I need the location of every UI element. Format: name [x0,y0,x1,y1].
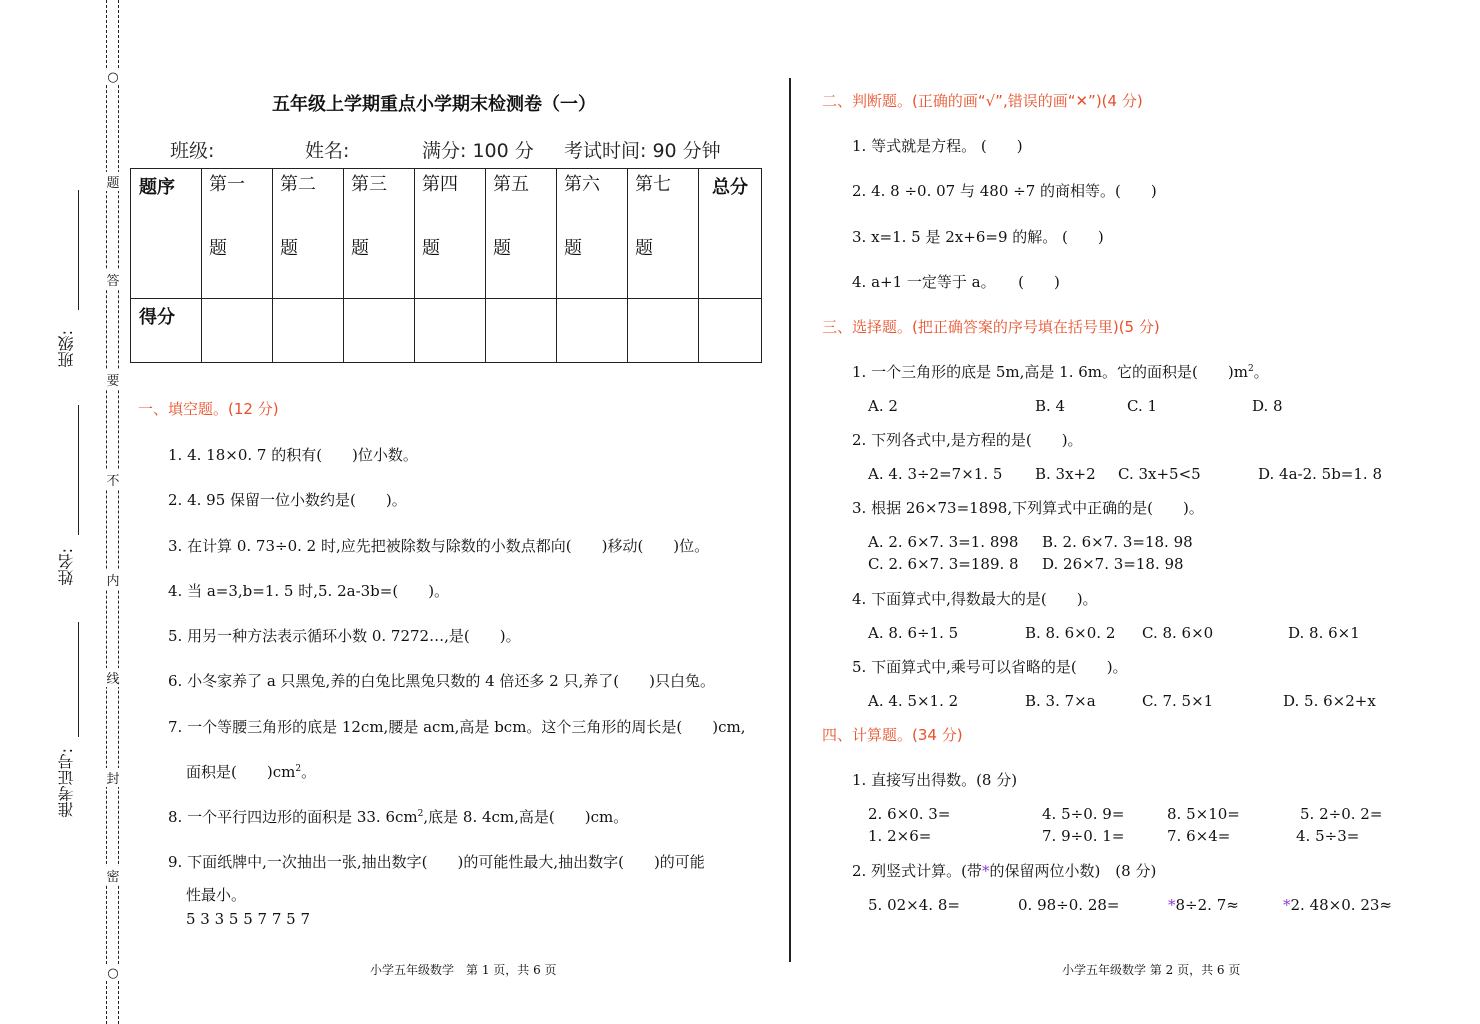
choice-5: 5. 下面算式中,乘号可以省略的是( )。 [852,658,1128,676]
choice-5-option: A. 4. 5×1. 2 [868,692,959,710]
info-name: 姓名: [305,140,350,162]
question-1-5: 5. 用另一种方法表示循环小数 0. 7272…,是( )。 [168,627,521,645]
question-1-9-cont: 性最小。 [186,886,247,904]
choice-5-option: C. 7. 5×1 [1142,692,1214,710]
score-cell[interactable] [273,299,344,363]
seal-char: 内 [104,570,122,589]
calc-2-item: *2. 48×0. 23≈ [1283,896,1392,914]
calc-1-item: 4. 5÷0. 9= [1042,805,1125,823]
question-1-8: 8. 一个平行四边形的面积是 33. $6cm^2$,底是 8. 4cm,高是( )cm。 [168,808,629,826]
exam-number-label: 准考证号: [57,748,76,818]
calc-1-item: 7. 6×4= [1167,827,1231,845]
info-class: 班级: [170,140,215,162]
question-1-3: 3. 在计算 0. 73÷0. 2 时,应先把被除数与除数的小数点都向( )移动( )位。 [168,537,710,555]
name-underline [78,405,79,535]
score-cell[interactable] [344,299,415,363]
choice-1-option: A. 2 [868,397,898,415]
section-choice: 三、选择题。(把正确答案的序号填在括号里)(5 分) [822,318,1160,336]
choice-1-option: D. 8 [1252,397,1283,415]
choice-3-option: B. 2. 6×7. 3=18. 98 [1042,533,1193,551]
calc-1-item: 7. 9÷0. 1= [1042,827,1125,845]
class-label: 班级: [57,330,76,368]
choice-4: 4. 下面算式中,得数最大的是( )。 [852,590,1098,608]
section-calculation: 四、计算题。(34 分) [822,726,963,744]
judge-3: 3. x=1. 5 是 2x+6=9 的解。 ( ) [852,228,1104,246]
score-cell[interactable] [202,299,273,363]
score-cell[interactable] [628,299,699,363]
seal-char: 答 [104,270,122,289]
calc-1: 1. 直接写出得数。(8 分) [852,771,1018,789]
choice-4-option: D. 8. 6×1 [1288,624,1360,642]
question-1-7-cont: 面积是( )$cm^2$。 [186,763,317,781]
calc-1-item: 8. 5×10= [1167,805,1240,823]
section-true-false: 二、判断题。(正确的画“√”,错误的画“✕”)(4 分) [822,92,1143,110]
score-table-score-header: 得分 [131,299,202,363]
seal-char: 封 [104,768,122,787]
score-table-col: 第五 题 [486,169,557,299]
star-icon: * [1283,896,1291,914]
seal-char: 题 [104,172,122,191]
page-1-footer: 小学五年级数学 第 1 页，共 6 页 [370,963,557,977]
choice-4-option: A. 8. 6÷1. 5 [868,624,959,642]
calc-2-item: 5. 02×4. 8= [868,896,960,914]
score-table-col: 第四 题 [415,169,486,299]
judge-2: 2. 4. 8 ÷0. 07 与 480 ÷7 的商相等。( ) [852,182,1157,200]
score-cell[interactable] [415,299,486,363]
page-2-footer: 小学五年级数学 第 2 页，共 6 页 [1062,963,1241,977]
info-full-score: 满分: 100 分 [422,140,534,162]
score-table-col: 第三 题 [344,169,415,299]
choice-4-option: C. 8. 6×0 [1142,624,1214,642]
question-1-4: 4. 当 a=3,b=1. 5 时,5. 2a-3b=( )。 [168,582,450,600]
calc-2-item: *8÷2. 7≈ [1168,896,1239,914]
seal-char: ○ [104,70,122,85]
seal-char: 密 [104,866,122,885]
seal-char: ○ [104,966,122,981]
score-cell[interactable] [486,299,557,363]
calc-2-item: 0. 98÷0. 28= [1018,896,1120,914]
info-exam-time: 考试时间: 90 分钟 [564,140,721,162]
judge-1: 1. 等式就是方程。 ( ) [852,137,1023,155]
score-table-total-header: 总分 [699,169,762,299]
star-icon: * [1168,896,1176,914]
choice-3: 3. 根据 26×73=1898,下列算式中正确的是( )。 [852,499,1204,517]
question-1-1: 1. 4. 18×0. 7 的积有( )位小数。 [168,446,418,464]
score-cell[interactable] [557,299,628,363]
choice-5-option: D. 5. 6×2+x [1283,692,1376,710]
page-divider [789,78,791,962]
choice-3-option: A. 2. 6×7. 3=1. 898 [868,533,1019,551]
choice-3-option: C. 2. 6×7. 3=189. 8 [868,555,1019,573]
page-title: 五年级上学期重点小学期末检测卷（一） [272,94,596,115]
calc-2: 2. 列竖式计算。(带*的保留两位小数) (8 分) [852,862,1157,880]
choice-2-option: B. 3x+2 [1035,465,1096,483]
judge-4: 4. a+1 一定等于 a。 ( ) [852,273,1060,291]
question-1-2: 2. 4. 95 保留一位小数约是( )。 [168,491,407,509]
class-underline [78,190,79,310]
seal-char: 不 [104,470,122,489]
seal-char: 要 [104,370,122,389]
question-1-9: 9. 下面纸牌中,一次抽出一张,抽出数字( )的可能性最大,抽出数字( )的可能 [168,853,705,871]
score-table [130,168,762,363]
question-1-7: 7. 一个等腰三角形的底是 12cm,腰是 acm,高是 bcm。这个三角形的周长是( )cm, [168,718,746,736]
score-table-col: 第一 题 [202,169,273,299]
choice-2-option: C. 3x+5<5 [1118,465,1201,483]
choice-2: 2. 下列各式中,是方程的是( )。 [852,431,1083,449]
calc-1-item: 1. 2×6= [868,827,932,845]
calc-1-item: 4. 5÷3= [1296,827,1360,845]
choice-1-option: B. 4 [1035,397,1066,415]
exam-number-underline [78,622,79,737]
choice-2-option: D. 4a-2. 5b=1. 8 [1258,465,1382,483]
score-cell[interactable] [699,299,762,363]
star-icon: * [981,862,990,880]
score-table-col: 第六 题 [557,169,628,299]
question-1-6: 6. 小冬家养了 a 只黑兔,养的白兔比黑兔只数的 4 倍还多 2 只,养了( )只白兔。 [168,672,715,690]
choice-3-option: D. 26×7. 3=18. 98 [1042,555,1184,573]
choice-2-option: A. 4. 3÷2=7×1. 5 [868,465,1003,483]
choice-4-option: B. 8. 6×0. 2 [1025,624,1116,642]
score-table-col: 第七 题 [628,169,699,299]
seal-char: 线 [104,668,122,687]
calc-1-item: 5. 2÷0. 2= [1300,805,1383,823]
choice-1-option: C. 1 [1127,397,1158,415]
choice-5-option: B. 3. 7×a [1025,692,1096,710]
score-table-col: 第二 题 [273,169,344,299]
question-1-9-cards: 5 3 3 5 5 7 7 5 7 [186,910,311,928]
calc-1-item: 2. 6×0. 3= [868,805,951,823]
name-label: 姓名: [57,548,76,586]
section-fill-blank: 一、填空题。(12 分) [138,400,279,418]
choice-1: 1. 一个三角形的底是 5m,高是 1. 6m。它的面积是( )$m^2$。 [852,363,1269,381]
score-table-order-header: 题序 [131,169,202,299]
